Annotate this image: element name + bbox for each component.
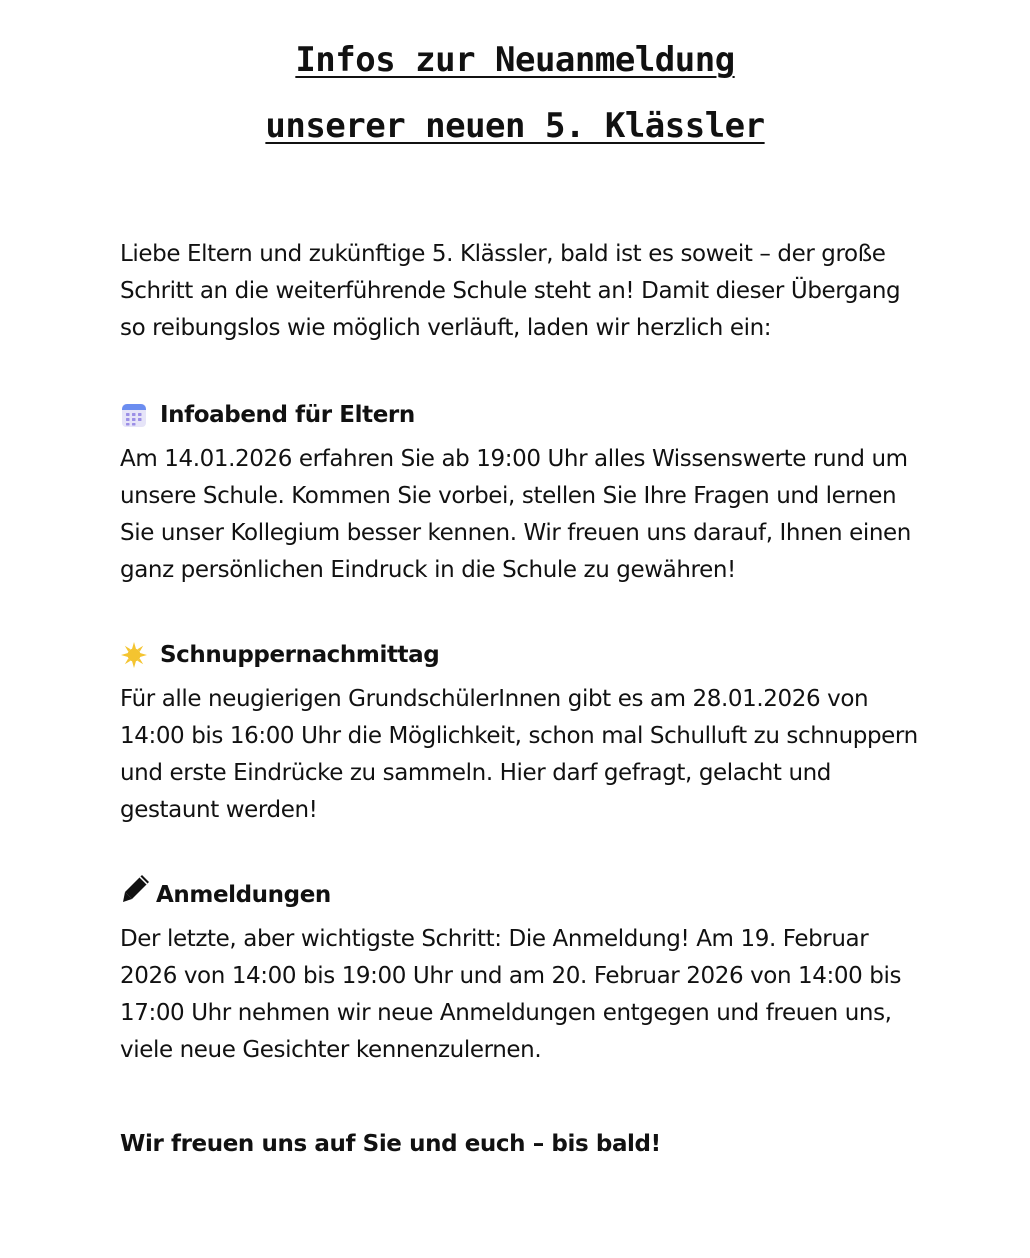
section-infoabend <box>120 395 920 589</box>
intro-paragraph: Liebe Eltern und zukünftige 5. Klässler, bald ist es soweit – der große Schritt an die weiterführende Schule steht an! Damit dieser Übergang so reibungslos wie möglich verläuft, laden wir herzlich ein: <box>120 241 901 341</box>
document-body <box>120 236 920 1157</box>
calendar-icon <box>120 401 148 429</box>
section-anmeldungen <box>120 875 920 1069</box>
section-paragraph: Am 14.01.2026 erfahren Sie ab 19:00 Uhr alles Wissenswerte rund um unsere Schule. Kommen Sie vorbei, stellen Sie Ihre Fragen und lernen Sie unser Kollegium besser kennen. Wir freuen uns darauf, Ihnen einen ganz persönlichen Eindruck in die Schule zu gewähren! <box>120 446 911 583</box>
section-schnuppernachmittag <box>120 635 920 829</box>
sun-icon <box>120 641 148 669</box>
section-heading <box>120 875 920 915</box>
closing-line: Wir freuen uns auf Sie und euch – bis bald! <box>120 1131 661 1157</box>
title-block <box>0 40 1030 172</box>
section-title: Infoabend für Eltern <box>160 402 415 428</box>
section-title: Anmeldungen <box>156 882 331 908</box>
section-heading <box>120 635 920 675</box>
section-paragraph: Für alle neugierigen GrundschülerInnen gibt es am 28.01.2026 von 14:00 bis 16:00 Uhr die Möglichkeit, schon mal Schulluft zu schnuppern und erste Eindrücke zu sammeln. Hier darf gefragt, gelacht und gestaunt werden! <box>120 686 918 823</box>
page-title-line-1: Infos zur Neuanmeldung <box>295 40 735 80</box>
section-heading <box>120 395 920 435</box>
page-title-line-2: unserer neuen 5. Klässler <box>265 106 765 146</box>
section-paragraph: Der letzte, aber wichtigste Schritt: Die Anmeldung! Am 19. Februar 2026 von 14:00 bis 19:00 Uhr und am 20. Februar 2026 von 14:00 bis 17:00 Uhr nehmen wir neue Anmeldungen entgegen und freuen uns, viele neue Gesichter kennenzulernen. <box>120 926 902 1063</box>
pencil-icon <box>120 872 152 904</box>
section-title: Schnuppernachmittag <box>160 642 440 668</box>
